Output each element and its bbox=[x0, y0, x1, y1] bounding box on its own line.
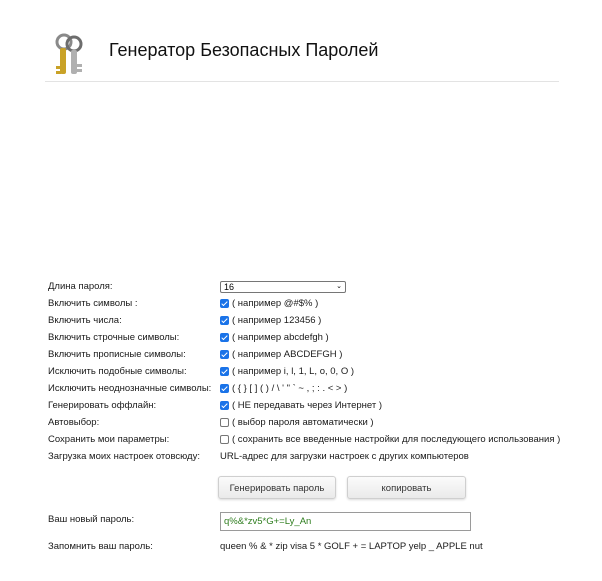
new-password-label: Ваш новый пароль: bbox=[48, 514, 135, 525]
remember-password-mnemonic: queen % & * zip visa 5 * GOLF + = LAPTOP yelp _ APPLE nut bbox=[220, 541, 483, 552]
option-row-exclude-similar bbox=[48, 363, 588, 380]
checkbox-include-lowercase[interactable] bbox=[220, 333, 229, 342]
checkbox-save-settings[interactable] bbox=[220, 435, 229, 444]
option-label: Генерировать оффлайн: bbox=[48, 400, 157, 411]
option-label: Автовыбор: bbox=[48, 417, 100, 428]
option-hint: ( например ABCDEFGH ) bbox=[232, 349, 343, 360]
length-select-value: 16 bbox=[224, 282, 235, 292]
load-settings-link[interactable]: URL-адрес для загрузки настроек с других компьютеров bbox=[220, 451, 469, 462]
keys-icon bbox=[52, 32, 88, 78]
option-hint: ( сохранить все введенные настройки для последующего использования ) bbox=[232, 434, 561, 445]
copy-button[interactable]: копировать bbox=[347, 476, 466, 499]
option-label: Исключить подобные символы: bbox=[48, 366, 187, 377]
option-label: Включить числа: bbox=[48, 315, 122, 326]
new-password-row bbox=[48, 512, 588, 532]
option-label: Включить строчные символы: bbox=[48, 332, 180, 343]
option-label: Включить прописные символы: bbox=[48, 349, 186, 360]
option-row-symbols bbox=[48, 295, 588, 312]
option-row-save-settings bbox=[48, 431, 588, 448]
password-field[interactable]: q%&*zv5*G+=Ly_An bbox=[220, 512, 471, 531]
header bbox=[45, 24, 559, 82]
checkbox-include-uppercase[interactable] bbox=[220, 350, 229, 359]
length-select[interactable] bbox=[220, 281, 346, 293]
option-label: Сохранить мои параметры: bbox=[48, 434, 170, 445]
option-hint: ( выбор пароля автоматически ) bbox=[232, 417, 374, 428]
checkbox-generate-offline[interactable] bbox=[220, 401, 229, 410]
chevron-down-icon: ⌄ bbox=[336, 283, 342, 290]
load-settings-row bbox=[48, 448, 588, 465]
remember-password-label: Запомнить ваш пароль: bbox=[48, 541, 153, 552]
option-label: Исключить неоднозначные символы: bbox=[48, 383, 212, 394]
remember-password-row bbox=[48, 538, 588, 555]
option-row-lowercase bbox=[48, 329, 588, 346]
option-hint: ( { } [ ] ( ) / \ ' " ` ~ , ; : . < > ) bbox=[232, 383, 348, 394]
generate-password-button[interactable]: Генерировать пароль bbox=[218, 476, 336, 499]
option-hint: ( например abcdefgh ) bbox=[232, 332, 329, 343]
option-label: Включить символы : bbox=[48, 298, 138, 309]
option-row-numbers bbox=[48, 312, 588, 329]
option-row-uppercase bbox=[48, 346, 588, 363]
option-row-autoselect bbox=[48, 414, 588, 431]
option-hint: ( НЕ передавать через Интернет ) bbox=[232, 400, 383, 411]
password-options-form bbox=[48, 278, 588, 465]
checkbox-exclude-similar[interactable] bbox=[220, 367, 229, 376]
length-row bbox=[48, 278, 588, 295]
option-row-exclude-ambiguous bbox=[48, 380, 588, 397]
option-hint: ( например i, l, 1, L, o, 0, O ) bbox=[232, 366, 355, 377]
load-settings-label: Загрузка моих настроек отовсюду: bbox=[48, 451, 200, 462]
page-title: Генератор Безопасных Паролей bbox=[109, 40, 379, 60]
length-label: Длина пароля: bbox=[48, 281, 113, 292]
checkbox-include-symbols[interactable] bbox=[220, 299, 229, 308]
checkbox-exclude-ambiguous[interactable] bbox=[220, 384, 229, 393]
option-hint: ( например @#$% ) bbox=[232, 298, 319, 309]
checkbox-include-numbers[interactable] bbox=[220, 316, 229, 325]
checkbox-autoselect[interactable] bbox=[220, 418, 229, 427]
option-row-offline bbox=[48, 397, 588, 414]
option-hint: ( например 123456 ) bbox=[232, 315, 322, 326]
